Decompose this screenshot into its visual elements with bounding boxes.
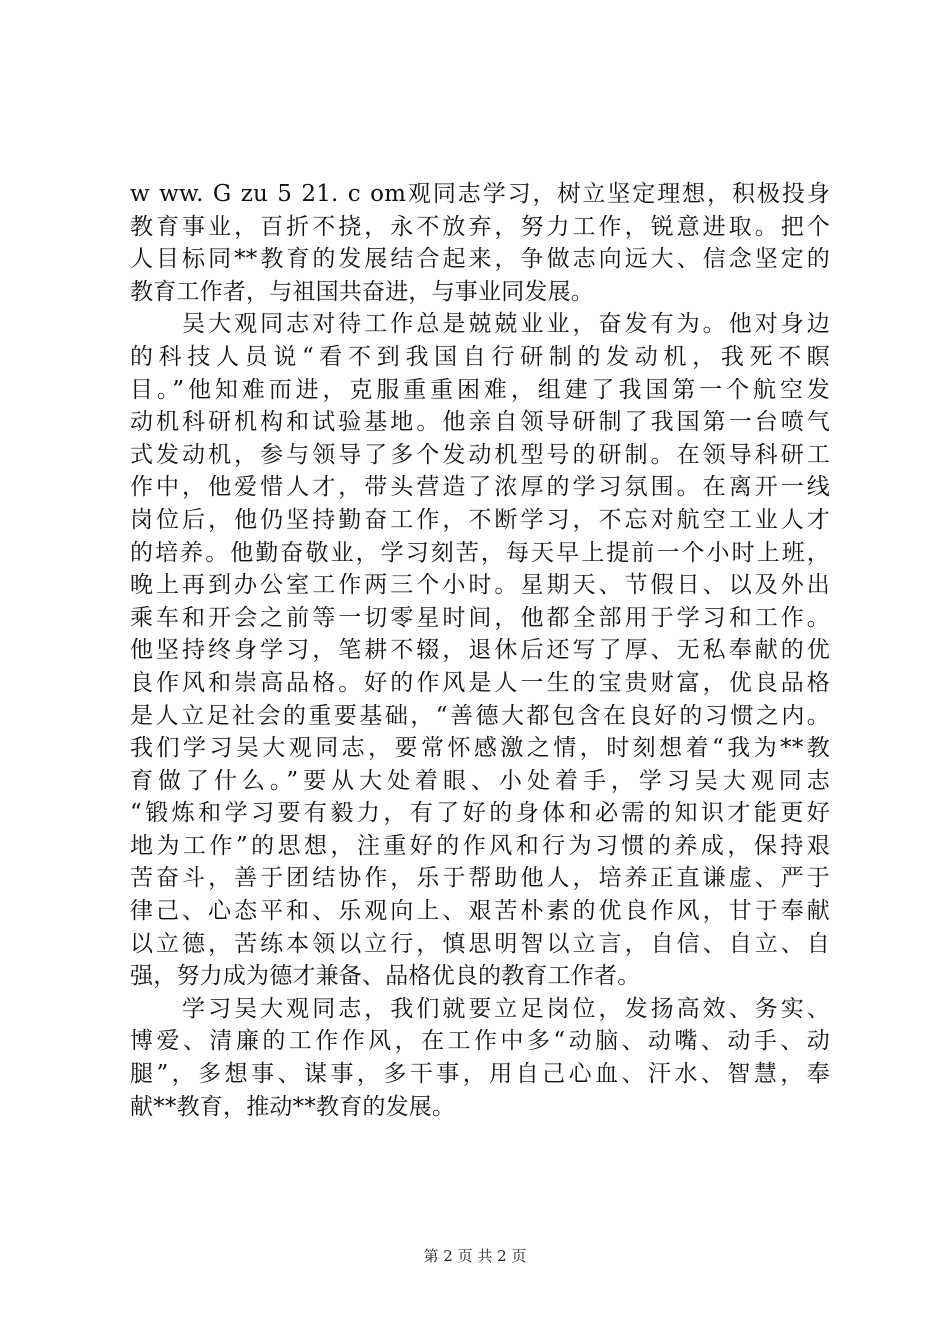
text-line: 他坚持终身学习，笔耕不辍，退休后还写了厚、无私奉献的优 [130,637,830,664]
document-body [130,178,830,1123]
text-line: 岗位后，他仍坚持勤奋工作，不断学习，不忘对航空工业人才 [130,506,830,533]
text-line: 教育工作者，与祖国共奋进，与事业同发展。 [130,278,594,305]
text-line: 强，努力成为德才兼备、品格优良的教育工作者。 [130,963,641,990]
text-line: 苦奋斗，善于团结协作，乐于帮助他人，培养正直谦虚、严于 [130,865,830,892]
text-line: 目。”他知难而进，克服重重困难，组建了我国第一个航空发 [130,376,830,403]
text-line: 育做了什么。”要从大处着眼、小处着手，学习吴大观同志 [130,767,830,794]
text-line: 博爱、清廉的工作作风，在工作中多“动脑、动嘴、动手、动 [130,1028,830,1055]
text-line: 吴大观同志对待工作总是兢兢业业，奋发有为。他对身边 [130,311,830,338]
text-line: “锻炼和学习要有毅力，有了好的身体和必需的知识才能更好 [130,800,830,827]
text-line: 乘车和开会之前等一切零星时间，他都全部用于学习和工作。 [130,604,830,631]
text-line: 学习吴大观同志，我们就要立足岗位，发扬高效、务实、 [130,995,830,1022]
text-line: 腿”，多想事、谋事，多干事，用自己心血、汗水、智慧，奉 [130,1061,830,1088]
text-line: 作中，他爱惜人才，带头营造了浓厚的学习氛围。在离开一线 [130,474,830,501]
text-line: 的科技人员说“看不到我国自行研制的发动机，我死不瞑 [130,343,830,370]
text-line: w ww. G zu 5 21. c om观同志学习，树立坚定理想，积极投身 [130,181,830,207]
text-line: 献**教育，推动**教育的发展。 [130,1093,456,1120]
text-line: 人目标同**教育的发展结合起来，争做志向远大、信念坚定的 [130,246,830,273]
text-line: 律己、心态平和、乐观向上、艰苦朴素的优良作风，甘于奉献 [130,898,830,925]
text-line: 是人立足社会的重要基础，“善德大都包含在良好的习惯之内。 [130,702,830,729]
text-line: 我们学习吴大观同志，要常怀感激之情，时刻想着“我为**教 [130,735,830,762]
text-line: 的培养。他勤奋敬业，学习刻苦，每天早上提前一个小时上班， [130,539,830,566]
text-line: 良作风和崇高品格。好的作风是人一生的宝贵财富，优良品格 [130,669,830,696]
text-line: 以立德，苦练本领以立行，慎思明智以立言，自信、自立、自 [130,930,830,957]
text-line: 地为工作”的思想，注重好的作风和行为习惯的养成，保持艰 [130,832,830,859]
text-line: 动机科研机构和试验基地。他亲自领导研制了我国第一台喷气 [130,409,830,436]
page-footer [0,1245,950,1266]
page-number: 第 2 页 共 2 页 [423,1247,527,1265]
text-line: 晚上再到办公室工作两三个小时。星期天、节假日、以及外出 [130,572,830,599]
text-line: 教育事业，百折不挠，永不放弃，努力工作，锐意进取。把个 [130,213,830,240]
text-line: 式发动机，参与领导了多个发动机型号的研制。在领导科研工 [130,441,830,468]
